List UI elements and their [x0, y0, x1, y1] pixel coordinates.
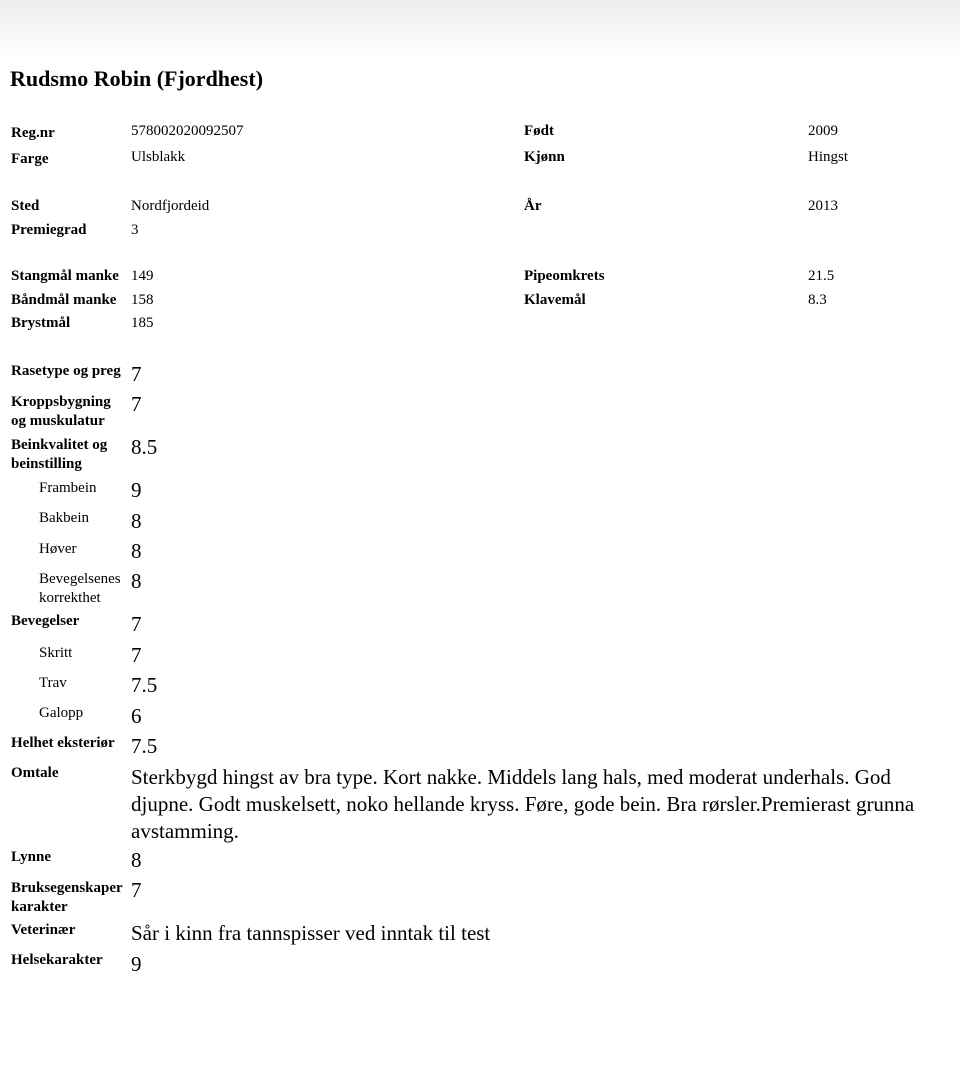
- kjonn-value: Hingst: [808, 149, 849, 165]
- omtale-text: Sterkbygd hingst av bra type. Kort nakke. Middels lang hals, med moderat underhals. God djupne. Godt muskelsett, noko hellande kryss. Føre, gode bein. Bra rørsler.Premierast grunna avstamming.: [131, 765, 915, 843]
- stangmal-label: Stangmål manke: [11, 268, 119, 284]
- trav-score: 7.5: [131, 673, 158, 697]
- bandmal-value: 158: [131, 292, 154, 308]
- kjonn-label: Kjønn: [524, 149, 565, 165]
- helhet-score: 7.5: [131, 734, 158, 758]
- regnr-value: 578002020092507: [131, 123, 244, 139]
- frambein-label: Frambein: [39, 480, 97, 496]
- galopp-label: Galopp: [39, 705, 84, 721]
- farge-value: Ulsblakk: [131, 149, 186, 165]
- bevegelser-label: Bevegelser: [11, 613, 80, 629]
- top-shadow: [0, 0, 960, 60]
- pipeomkrets-label: Pipeomkrets: [524, 268, 605, 284]
- veterinar-text: Sår i kinn fra tannspisser ved inntak til test: [131, 921, 491, 945]
- bakbein-score: 8: [131, 509, 142, 533]
- kroppsbygning-label: Kroppsbygning og muskulatur: [11, 394, 111, 429]
- lynne-label: Lynne: [11, 849, 52, 865]
- korrekthet-label: Bevegelsenes korrekthet: [39, 571, 121, 606]
- bakbein-label: Bakbein: [39, 510, 89, 526]
- skritt-label: Skritt: [39, 645, 73, 661]
- helsekarakter-score: 9: [131, 952, 142, 976]
- brystmal-value: 185: [131, 315, 154, 331]
- trav-label: Trav: [39, 675, 67, 691]
- helsekarakter-label: Helsekarakter: [11, 952, 103, 968]
- sted-value: Nordfjordeid: [131, 198, 210, 214]
- ar-value: 2013: [808, 198, 838, 214]
- skritt-score: 7: [131, 643, 142, 667]
- bruksegenskaper-score: 7: [131, 878, 142, 902]
- premiegrad-label: Premiegrad: [11, 222, 87, 238]
- bevegelser-score: 7: [131, 612, 142, 636]
- beinkvalitet-score: 8.5: [131, 435, 158, 459]
- farge-label: Farge: [11, 151, 49, 167]
- hover-score: 8: [131, 539, 142, 563]
- helhet-label: Helhet eksteriør: [11, 735, 115, 751]
- frambein-score: 9: [131, 478, 142, 502]
- regnr-label: Reg.nr: [11, 125, 55, 141]
- rasetype-label: Rasetype og preg: [11, 363, 121, 379]
- rasetype-score: 7: [131, 362, 142, 386]
- galopp-score: 6: [131, 704, 142, 728]
- omtale-label: Omtale: [11, 765, 59, 781]
- lynne-score: 8: [131, 848, 142, 872]
- pipeomkrets-value: 21.5: [808, 268, 835, 284]
- ar-label: År: [524, 198, 542, 214]
- bruksegenskaper-label: Bruksegenskaper karakter: [11, 880, 123, 915]
- klavemal-label: Klavemål: [524, 292, 586, 308]
- brystmal-label: Brystmål: [11, 315, 71, 331]
- kroppsbygning-score: 7: [131, 392, 142, 416]
- klavemal-value: 8.3: [808, 292, 827, 308]
- stangmal-value: 149: [131, 268, 154, 284]
- fodt-label: Født: [524, 123, 554, 139]
- sted-label: Sted: [11, 198, 40, 214]
- fodt-value: 2009: [808, 123, 838, 139]
- veterinar-label: Veterinær: [11, 922, 76, 938]
- korrekthet-score: 8: [131, 569, 142, 593]
- bandmal-label: Båndmål manke: [11, 292, 117, 308]
- hover-label: Høver: [39, 541, 77, 557]
- page-title: Rudsmo Robin (Fjordhest): [10, 66, 264, 91]
- beinkvalitet-label: Beinkvalitet og beinstilling: [11, 437, 108, 472]
- premiegrad-value: 3: [131, 222, 139, 238]
